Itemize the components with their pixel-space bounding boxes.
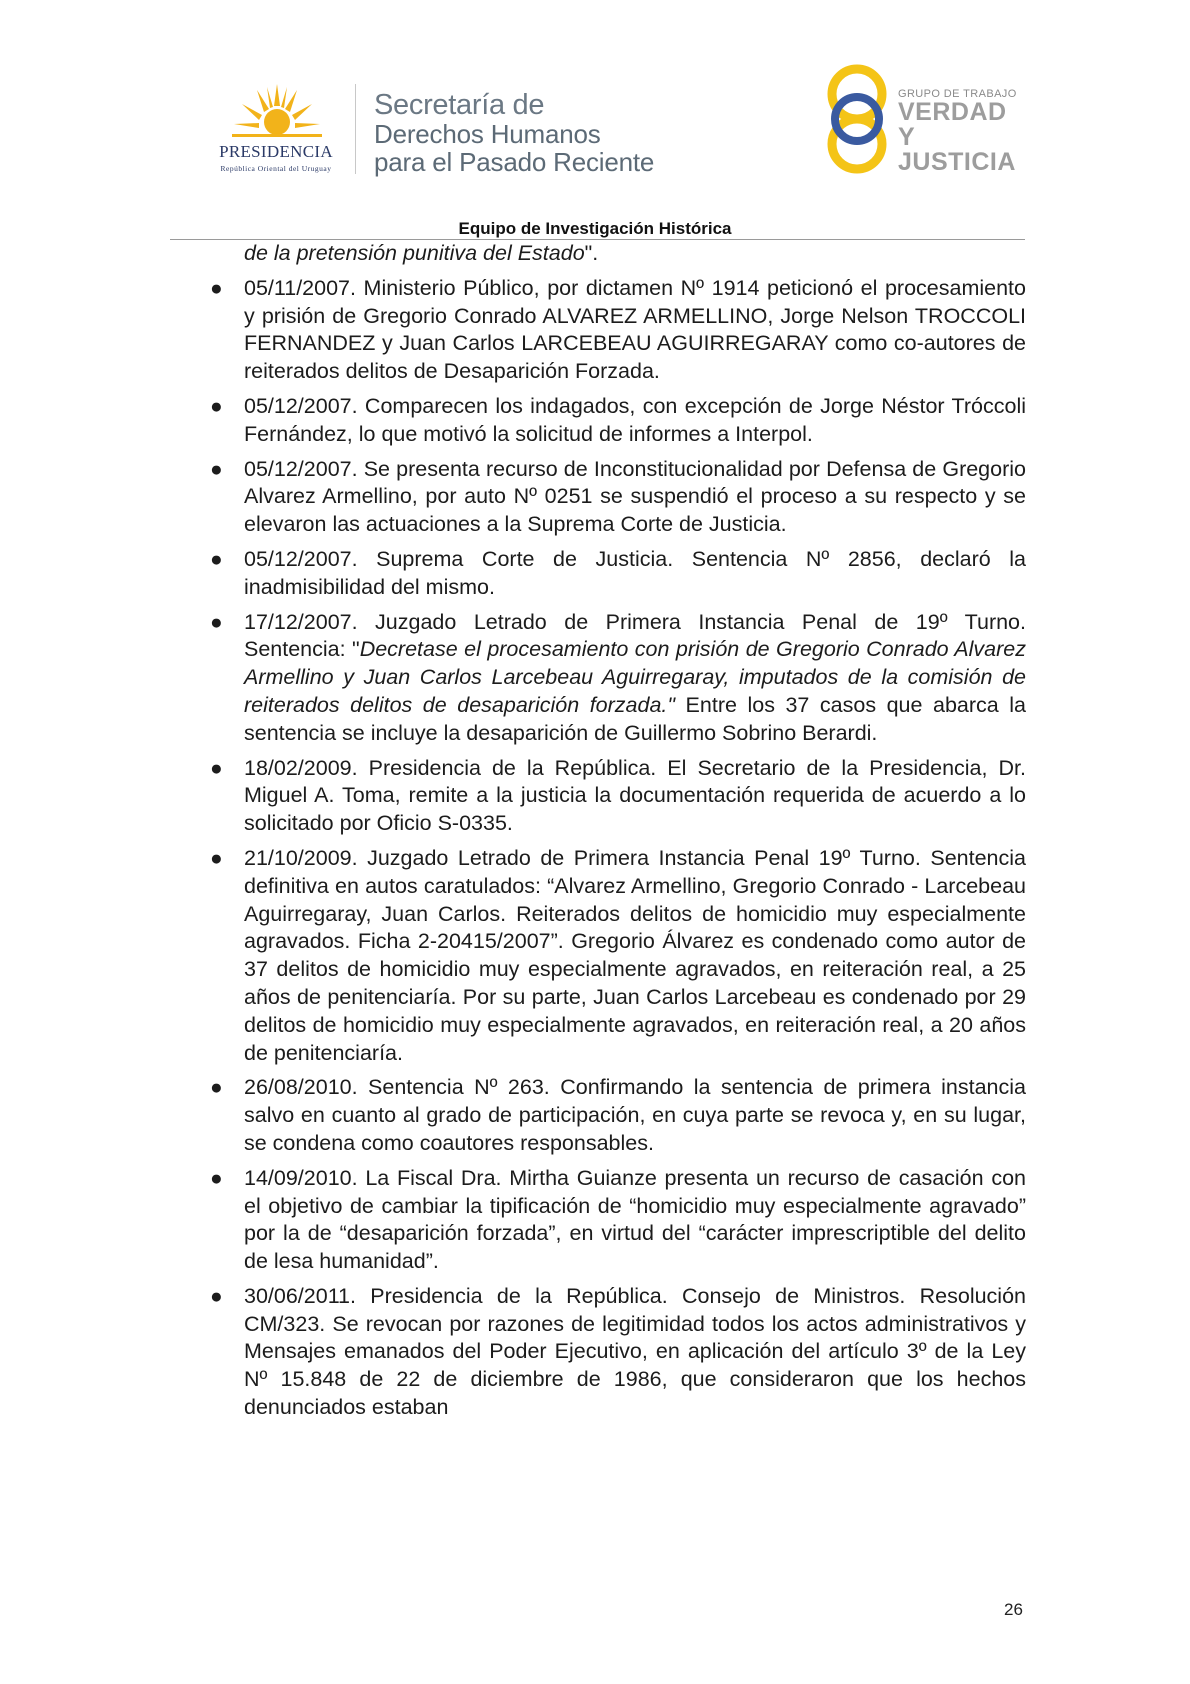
secretaria-line1: Secretaría de <box>374 89 545 121</box>
interlocked-rings-icon <box>820 58 895 180</box>
item-text: 30/06/2011. Presidencia de la República. Consejo de Ministros. Resolución CM/323. Se revocan por razones de legitimidad todos los actos administrativos y Mensajes emanados del Poder Ejecutivo, en aplicación del artículo 3º de la Ley Nº 15.848 de 22 de diciembre de 1986, que consideraron que los hechos denunciados estaban <box>244 1283 1026 1420</box>
list-item <box>208 1165 1026 1276</box>
list-item <box>208 609 1026 748</box>
presidencia-logo <box>196 82 356 182</box>
grupo-line2: VERDAD Y <box>898 98 1007 151</box>
presidencia-subtitle: República Oriental del Uruguay <box>220 164 332 173</box>
document-body <box>208 240 1026 1422</box>
page-number: 26 <box>1004 1600 1023 1619</box>
list-item <box>208 845 1026 1067</box>
sun-emblem-icon <box>232 82 322 144</box>
item-text-after: Entre los 37 casos que abarca la sentencia se incluye la desaparición de Guillermo Sobrino Berardi. <box>244 692 1027 745</box>
item-text: 14/09/2010. La Fiscal Dra. Mirtha Guianze presenta un recurso de casación con el objetivo de cambiar la tipificación de “homicidio muy especialmente agravado” por la de “desaparición forzada”, en virtud del “carácter imprescriptible del delito de lesa humanidad”. <box>244 1165 1026 1274</box>
list-item <box>208 755 1026 838</box>
item-text: 05/12/2007. Comparecen los indagados, con excepción de Jorge Néstor Tróccoli Fernández, lo que motivó la solicitud de informes a Interpol. <box>244 393 1026 446</box>
list-item <box>208 546 1026 602</box>
secretaria-logo-text <box>374 90 654 176</box>
list-item <box>208 456 1026 539</box>
bullet-icon: ● <box>210 610 223 634</box>
item-text: 05/11/2007. Ministerio Público, por dictamen Nº 1914 peticionó el procesamiento y prisión de Gregorio Conrado ALVAREZ ARMELLINO, Jorge Nelson TROCCOLI FERNANDEZ y Juan Carlos LARCEBEAU AGUIRREGARAY como co-autores de reiterados delitos de Desaparición Forzada. <box>244 275 1026 384</box>
continuation-italic: de la pretensión punitiva del Estado <box>244 241 585 265</box>
item-text: 26/08/2010. Sentencia Nº 263. Confirmando la sentencia de primera instancia salvo en cuanto al grado de participación, en cuya parte se revoca y, en su lugar, se condena como coautores responsables. <box>244 1075 1026 1155</box>
event-list <box>208 275 1026 1422</box>
continuation-after: ". <box>584 241 599 265</box>
presidencia-name: PRESIDENCIA <box>219 142 333 161</box>
list-item <box>208 1074 1026 1157</box>
bullet-icon: ● <box>210 457 223 481</box>
secretaria-line3: para el Pasado Reciente <box>374 147 655 177</box>
item-text-italic: Decretase el procesamiento con prisión de Gregorio Conrado Alvarez Armellino y Juan Carlos Larcebeau Aguirregaray, imputados de la comisión de reiterados delitos de desaparición forzada." <box>244 637 1026 717</box>
item-text: 21/10/2009. Juzgado Letrado de Primera Instancia Penal 19º Turno. Sentencia definitiva en autos caratulados: “Alvarez Armellino, Gregorio Conrado - Larcebeau Aguirregaray, Juan Carlos. Reiterados delitos de homicidio muy especialmente agravados. Ficha 2-20415/2007”. Gregorio Álvarez es condenado como autor de 37 delitos de homicidio muy especialmente agravados, en reiteración real, a 25 años de penitenciaría. Por su parte, Juan Carlos Larcebeau es condenado por 29 delitos de homicidio muy especialmente agravados, en reiteración real, a 20 años de penitenciaría. <box>244 845 1026 1065</box>
item-text: 18/02/2009. Presidencia de la República. El Secretario de la Presidencia, Dr. Miguel A. Toma, remite a la justicia la documentación requerida de acuerdo a lo solicitado por Oficio S-0335. <box>244 755 1026 836</box>
list-item <box>208 275 1026 386</box>
bullet-icon: ● <box>210 394 223 418</box>
team-heading: Equipo de Investigación Histórica <box>458 219 732 238</box>
list-item <box>208 1283 1026 1422</box>
bullet-icon: ● <box>210 756 223 780</box>
bullet-icon: ● <box>210 1076 223 1100</box>
list-item <box>208 393 1026 449</box>
bullet-icon: ● <box>210 547 223 571</box>
header-divider <box>355 84 356 174</box>
grupo-line1: GRUPO DE TRABAJO <box>898 88 1017 100</box>
bullet-icon: ● <box>210 1284 223 1308</box>
bullet-icon: ● <box>210 1166 223 1190</box>
bullet-icon: ● <box>210 276 223 300</box>
verdad-justicia-logo <box>820 58 1030 180</box>
item-text-before: 17/12/2007. Juzgado Letrado de Primera Instancia Penal de 19º Turno. Sentencia: " <box>244 609 1026 662</box>
item-text: 05/12/2007. Se presenta recurso de Inconstitucionalidad por Defensa de Gregorio Alvarez Armellino, por auto Nº 0251 se suspendió el proceso a su respecto y se elevaron las actuaciones a la Suprema Corte de Justicia. <box>244 456 1026 537</box>
grupo-line3: JUSTICIA <box>898 148 1016 176</box>
item-text: 05/12/2007. Suprema Corte de Justicia. Sentencia Nº 2856, declaró la inadmisibilidad del mismo. <box>244 546 1026 599</box>
bullet-icon: ● <box>210 846 223 870</box>
continuation-line <box>244 240 1026 268</box>
secretaria-line2: Derechos Humanos <box>374 119 601 149</box>
